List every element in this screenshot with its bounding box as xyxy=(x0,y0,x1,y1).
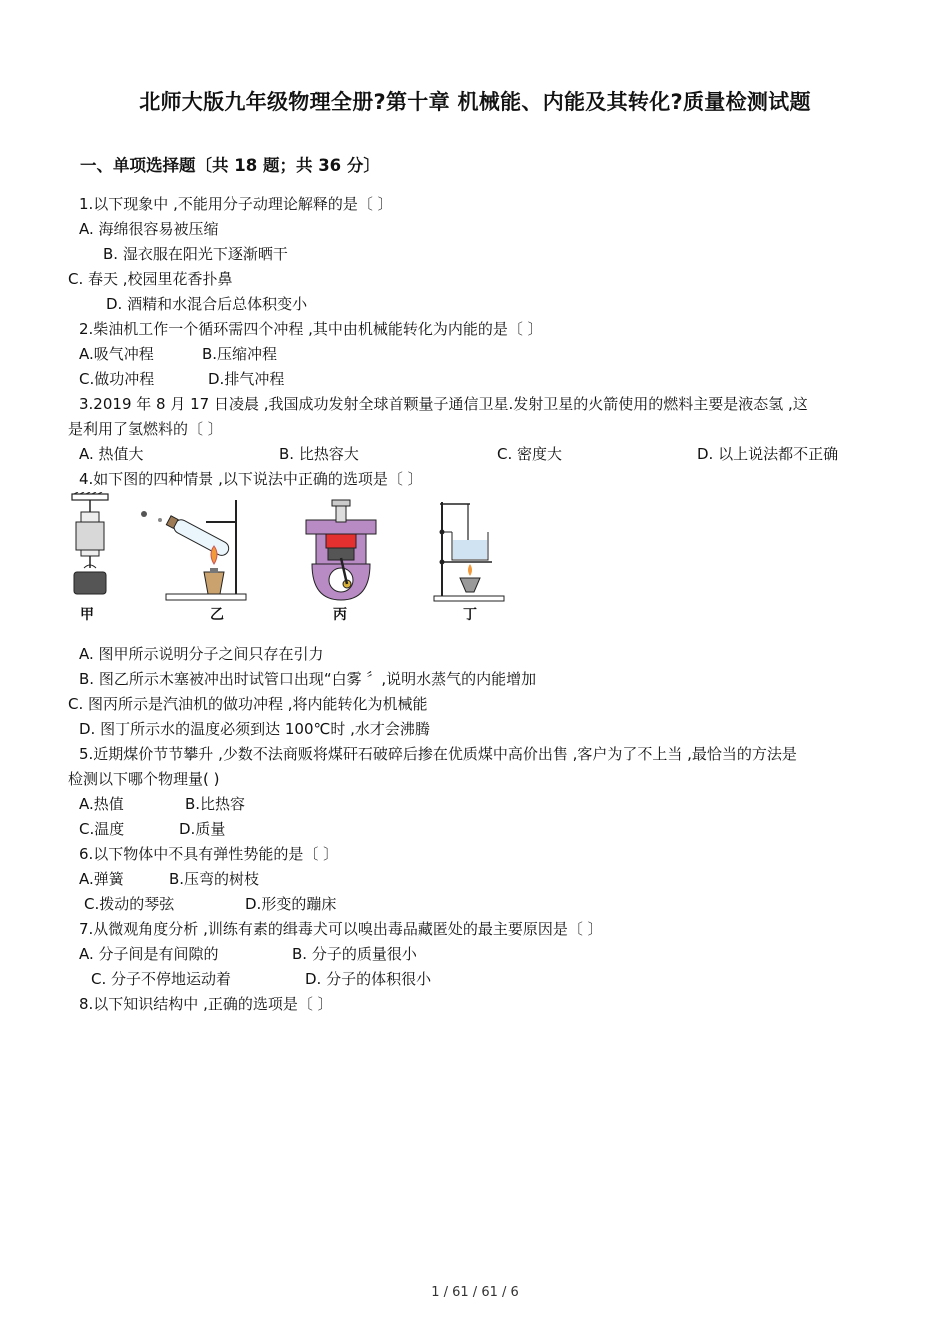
document-title: 北师大版九年级物理全册?第十章 机械能、内能及其转化?质量检测试题 xyxy=(139,90,811,114)
q4-option-b: B. 图乙所示木塞被冲出时试管口出现“白雾 〞,说明水蒸气的内能增加 xyxy=(79,670,537,688)
figure-yi-test-tube xyxy=(136,492,266,602)
q5-option-b: B.比热容 xyxy=(185,795,246,813)
q1-option-a: A. 海绵很容易被压缩 xyxy=(79,220,219,238)
question-8: 8.以下知识结构中 ,正确的选项是〔 〕 xyxy=(79,995,333,1013)
figure-caption-bing: 丙 xyxy=(333,607,347,623)
q5-option-c: C.温度 xyxy=(79,820,125,838)
q3-option-b: B. 比热容大 xyxy=(279,445,359,463)
q3-option-d: D. 以上说法都不正确 xyxy=(697,445,839,463)
question-7: 7.从微观角度分析 ,训练有素的缉毒犬可以嗅出毒品藏匿处的最主要原因是〔 〕 xyxy=(79,920,603,938)
q1-option-d: D. 酒精和水混合后总体积变小 xyxy=(106,295,308,313)
figure-ding-boiling-water xyxy=(430,492,510,602)
question-2: 2.柴油机工作一个循环需四个冲程 ,其中由机械能转化为内能的是〔 〕 xyxy=(79,320,543,338)
q2-option-b: B.压缩冲程 xyxy=(202,345,278,363)
question-4: 4.如下图的四种情景 ,以下说法中正确的选项是〔 〕 xyxy=(79,470,423,488)
page-number: 1 / 61 / 61 / 6 xyxy=(431,1285,519,1300)
q6-option-c: C.拨动的琴弦 xyxy=(84,895,175,913)
q6-option-a: A.弹簧 xyxy=(79,870,124,888)
section-heading: 一、单项选择题〔共 18 题；共 36 分〕 xyxy=(80,156,380,175)
q7-option-c: C. 分子不停地运动着 xyxy=(91,970,232,988)
question-3: 3.2019 年 8 月 17 日凌晨 ,我国成功发射全球首颗量子通信卫星.发射卫星的火箭使用的燃料主要是液态氢 ,这 xyxy=(79,395,808,413)
q5-option-a: A.热值 xyxy=(79,795,124,813)
q4-option-c: C. 图丙所示是汽油机的做功冲程 ,将内能转化为机械能 xyxy=(68,695,428,713)
figure-caption-ding: 丁 xyxy=(463,607,477,623)
question-5: 5.近期煤价节节攀升 ,少数不法商贩将煤矸石破碎后掺在优质煤中高价出售 ,客户为了不上当 ,最恰当的方法是 xyxy=(79,745,797,763)
question-5-cont: 检测以下哪个物理量( ) xyxy=(68,770,220,788)
q3-option-c: C. 密度大 xyxy=(497,445,563,463)
q4-option-d: D. 图丁所示水的温度必须到达 100℃时 ,水才会沸腾 xyxy=(79,720,430,738)
q1-option-b: B. 湿衣服在阳光下逐渐晒干 xyxy=(103,245,288,263)
q4-option-a: A. 图甲所示说明分子之间只存在引力 xyxy=(79,645,324,663)
q5-option-d: D.质量 xyxy=(179,820,226,838)
q7-option-d: D. 分子的体积很小 xyxy=(305,970,432,988)
q2-option-c: C.做功冲程 xyxy=(79,370,155,388)
question-6: 6.以下物体中不具有弹性势能的是〔 〕 xyxy=(79,845,339,863)
q7-option-a: A. 分子间是有间隙的 xyxy=(79,945,219,963)
figure-bing-engine xyxy=(302,492,380,602)
question-4-figures xyxy=(70,492,510,628)
q3-option-a: A. 热值大 xyxy=(79,445,144,463)
question-3-cont: 是利用了氢燃料的〔 〕 xyxy=(68,420,223,438)
q2-option-a: A.吸气冲程 xyxy=(79,345,154,363)
q6-option-b: B.压弯的树枝 xyxy=(169,870,260,888)
q2-option-d: D.排气冲程 xyxy=(208,370,285,388)
q7-option-b: B. 分子的质量很小 xyxy=(292,945,417,963)
question-1: 1.以下现象中 ,不能用分子动理论解释的是〔 〕 xyxy=(79,195,393,213)
figure-caption-yi: 乙 xyxy=(210,607,224,623)
figure-caption-jia: 甲 xyxy=(80,607,94,623)
q6-option-d: D.形变的蹦床 xyxy=(245,895,337,913)
figure-jia-lead-blocks xyxy=(70,492,110,602)
q1-option-c: C. 春天 ,校园里花香扑鼻 xyxy=(68,270,233,288)
